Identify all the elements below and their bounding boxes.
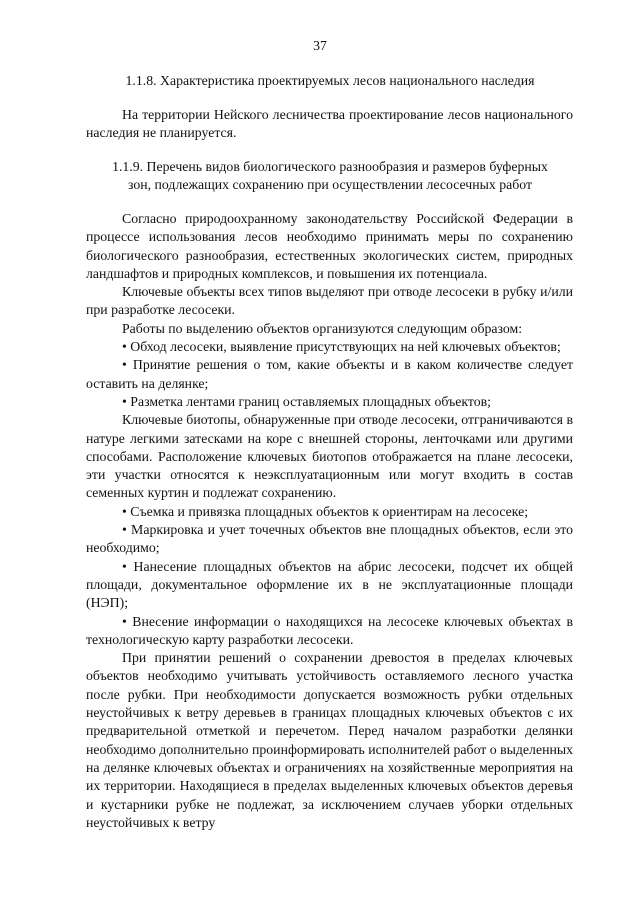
- paragraph: Ключевые объекты всех типов выделяют при отводе лесосеки в рубку и/или при разработке лесосеки.: [86, 284, 573, 318]
- bullet-item: • Маркировка и учет точечных объектов вне площадных объектов, если это необходимо;: [86, 522, 573, 556]
- page-number: 37: [313, 38, 327, 53]
- paragraph: Ключевые биотопы, обнаруженные при отводе лесосеки, отграничиваются в натуре легкими затесками на коре с внешней стороны, ленточками или другими способами. Расположение ключевых биотопов отображается на плане лесосеки, эти участки относятся к неэксплуатационным или могут входить в состав семенных куртин и подлежат сохранению.: [86, 412, 573, 501]
- bullet-item: • Съемка и привязка площадных объектов к ориентирам на лесосеке;: [122, 503, 529, 519]
- bullet-item: • Обход лесосеки, выявление присутствующих на ней ключевых объектов;: [122, 339, 561, 355]
- bullet-item: • Разметка лентами границ оставляемых площадных объектов;: [122, 393, 491, 409]
- section-1-1-9-body: [86, 210, 573, 832]
- section-1-1-8-text: На территории Нейского лесничества проектирование лесов национального наследия не планируется.: [86, 107, 573, 141]
- section-1-1-9-heading-line1: 1.1.9. Перечень видов биологического разнообразия и размеров буферных: [112, 159, 548, 174]
- bullet-item: • Принятие решения о том, какие объекты и в каком количестве следует оставить на делянке;: [86, 357, 573, 391]
- bullet-item: • Внесение информации о находящихся на лесосеке ключевых объектах в технологическую карту разработки лесосеки.: [86, 613, 573, 647]
- paragraph: При принятии решений о сохранении древостоя в пределах ключевых объектов необходимо учитывать устойчивость оставляемого лесного участка после рубки. При необходимости допускается возможность рубки отдельных неустойчивых к ветру деревьев в границах площадных ключевых объектов с их предварительной отметкой и перечетом. Перед началом разработки делянки необходимо дополнительно проинформировать исполнителей работ о выделенных на делянке ключевых объектах и ограничениях на хозяйственные мероприятия на их территории. Находящиеся в пределах выделенных ключевых объектов деревья и кустарники рубке не подлежат, за исключением случаев уборки отдельных неустойчивых к ветру: [86, 650, 573, 830]
- section-1-1-9-heading: [85, 158, 575, 195]
- section-1-1-8-heading: 1.1.8. Характеристика проектируемых лесов национального наследия: [125, 73, 535, 88]
- section-1-1-9-heading-line2: зон, подлежащих сохранению при осуществлении лесосечных работ: [127, 177, 532, 193]
- bullet-item: • Нанесение площадных объектов на абрис лесосеки, подсчет их общей площади, документальное оформление их в не эксплуатационные площади (НЭП);: [86, 558, 573, 611]
- paragraph: Согласно природоохранному законодательству Российской Федерации в процессе использования лесов необходимо принимать меры по сохранению биологического разнообразия, естественных экологических систем, природных ландшафтов и природных комплексов, и повышения их потенциала.: [86, 211, 573, 281]
- paragraph: Работы по выделению объектов организуются следующим образом:: [122, 320, 523, 336]
